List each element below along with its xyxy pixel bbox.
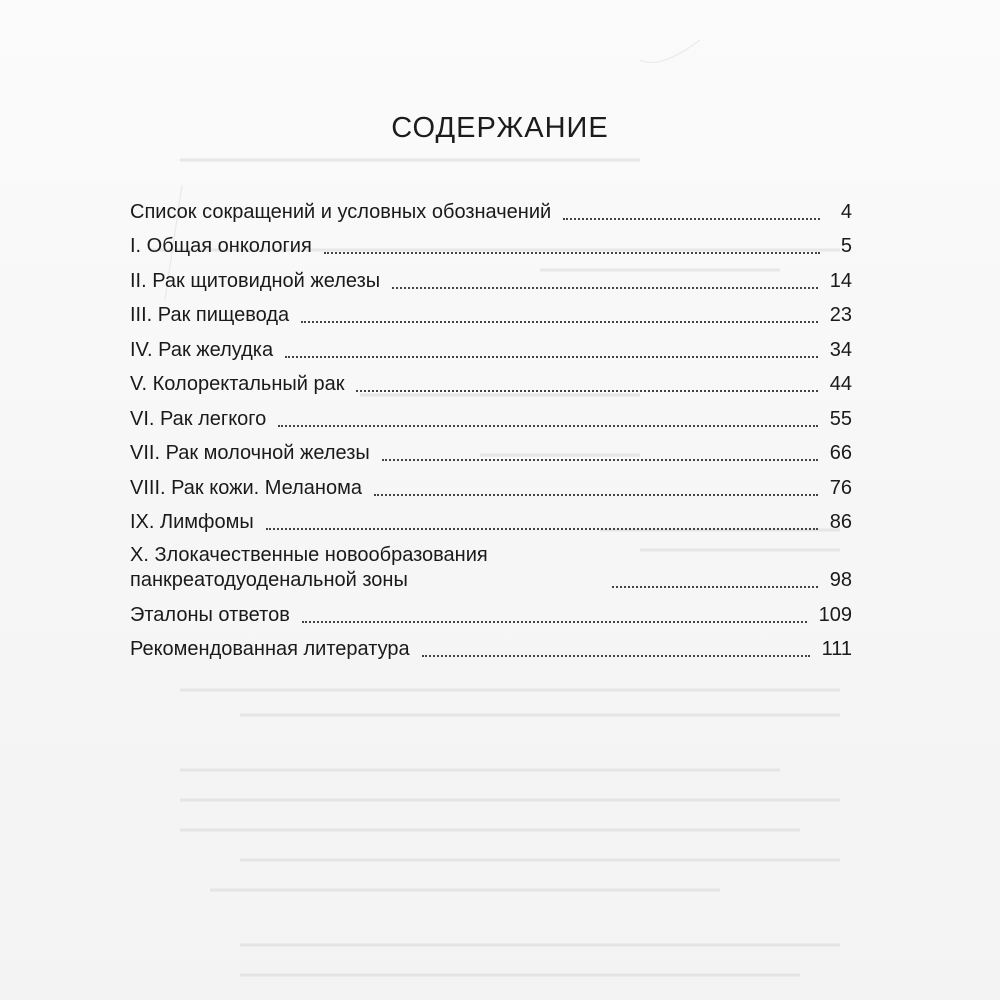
dot-leader	[356, 390, 817, 392]
toc-entry[interactable]	[130, 328, 852, 363]
toc-entry-title: Список сокращений и условных обозначений	[130, 200, 552, 223]
toc-entry-page: 34	[829, 338, 852, 361]
toc-entry[interactable]	[130, 535, 852, 593]
toc-entry-page: 44	[829, 373, 852, 395]
toc-entry-title: I. Общая онкология	[130, 235, 312, 257]
toc-entry-title: IX. Лимфомы	[130, 511, 254, 533]
toc-entry-title: VIII. Рак кожи. Меланома	[130, 476, 362, 499]
toc-entry-title: X. Злокачественные новообразования панкреатодуоденальной зоны	[130, 544, 488, 591]
table-of-contents	[130, 190, 852, 662]
toc-entry-page: 111	[821, 638, 852, 660]
toc-entry-title: VII. Рак молочной железы	[130, 442, 370, 464]
dot-leader	[285, 356, 818, 358]
dot-leader	[278, 425, 817, 427]
toc-entry[interactable]	[130, 190, 852, 225]
toc-entry[interactable]	[130, 294, 852, 329]
toc-entry-page: 109	[818, 603, 852, 626]
toc-entry-title: Эталоны ответов	[130, 603, 290, 626]
toc-entry-page: 66	[829, 442, 852, 464]
toc-entry-page: 98	[829, 569, 852, 591]
dot-leader	[382, 459, 818, 461]
page-title: СОДЕРЖАНИЕ	[391, 112, 609, 144]
toc-entry-page: 23	[829, 304, 852, 326]
toc-entry-page: 5	[840, 235, 852, 257]
toc-entry[interactable]	[130, 466, 852, 501]
toc-entry-title: VI. Рак легкого	[130, 407, 267, 430]
toc-entry-title: IV. Рак желудка	[130, 338, 274, 361]
dot-leader	[302, 621, 807, 623]
dot-leader	[422, 655, 810, 657]
toc-entry-page: 14	[829, 269, 852, 292]
toc-entry[interactable]	[130, 501, 852, 536]
dot-leader	[324, 252, 820, 254]
dot-leader	[563, 218, 820, 220]
dot-leader	[612, 586, 818, 588]
toc-entry[interactable]	[130, 363, 852, 398]
toc-entry[interactable]	[130, 628, 852, 663]
toc-entry-title: III. Рак пищевода	[130, 304, 290, 326]
toc-entry[interactable]	[130, 259, 852, 294]
toc-entry[interactable]	[130, 432, 852, 467]
toc-entry[interactable]	[130, 397, 852, 432]
dot-leader	[301, 321, 818, 323]
toc-entry-title: Рекомендованная литература	[130, 638, 410, 660]
toc-entry-page: 55	[829, 407, 852, 430]
toc-entry-page: 76	[829, 476, 852, 499]
toc-entry[interactable]	[130, 225, 852, 260]
dot-leader	[266, 528, 818, 530]
dot-leader	[374, 494, 818, 496]
toc-entry-title: II. Рак щитовидной железы	[130, 269, 381, 292]
toc-entry[interactable]	[130, 593, 852, 628]
toc-entry-page: 86	[829, 511, 852, 533]
dot-leader	[392, 287, 818, 289]
toc-entry-title: V. Колоректальный рак	[130, 373, 345, 395]
toc-entry-page: 4	[840, 200, 852, 223]
